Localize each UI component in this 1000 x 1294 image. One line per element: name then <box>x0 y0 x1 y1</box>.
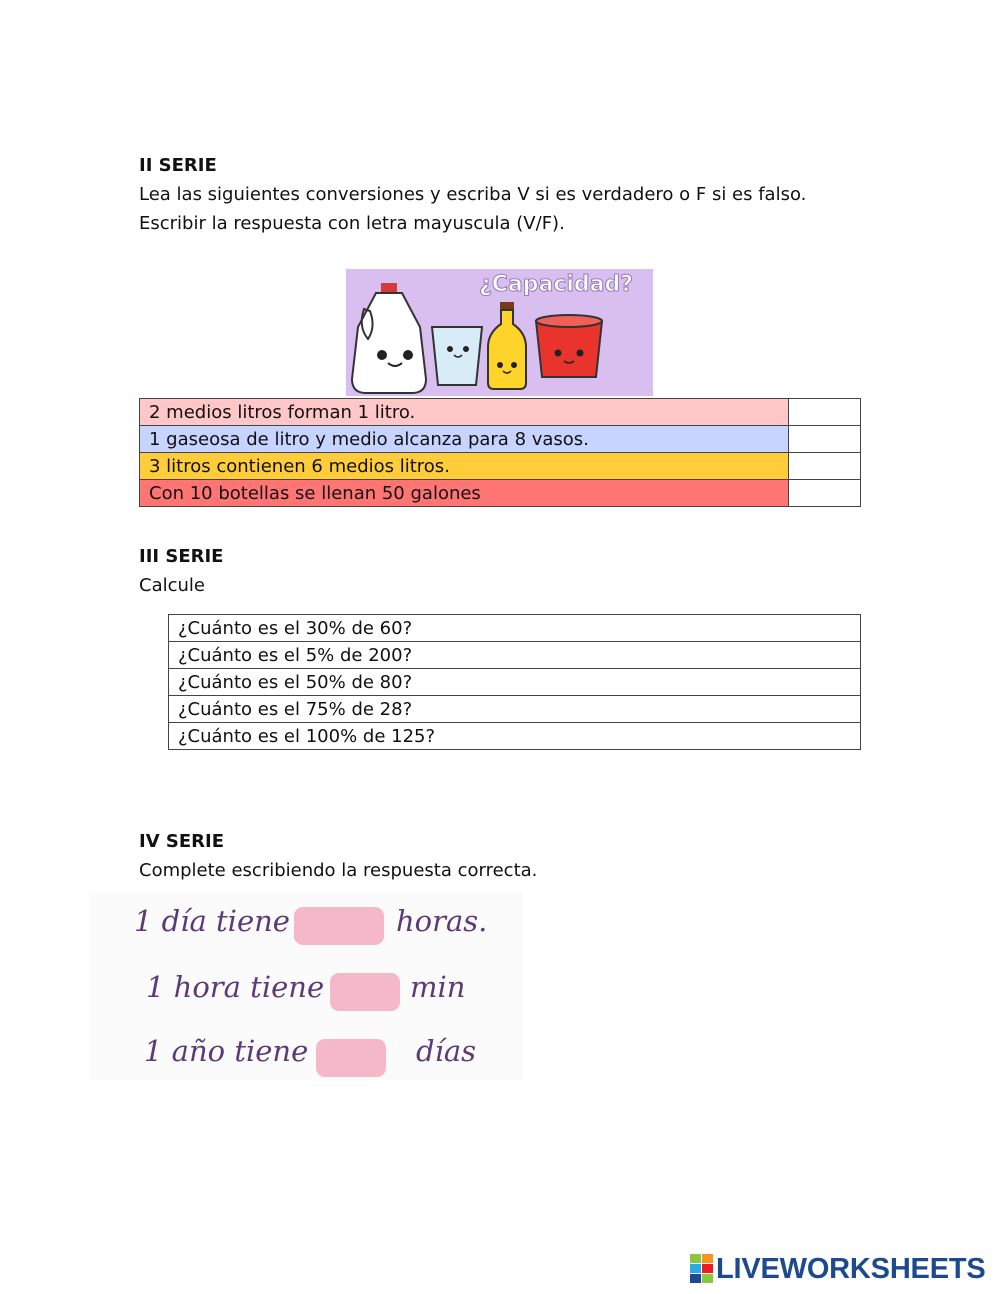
answer-cell[interactable] <box>789 426 861 453</box>
table-row <box>140 426 861 453</box>
answer-cell[interactable] <box>789 480 861 507</box>
serie3-instruction: Calcule <box>139 575 205 596</box>
serie4-title: IV SERIE <box>139 831 225 852</box>
statement-text: 2 medios litros forman 1 litro. <box>149 401 416 423</box>
item-before-text: 1 año tiene <box>144 1034 309 1068</box>
calculation-table <box>168 614 861 750</box>
logo-blocks-icon <box>690 1254 714 1284</box>
question-cell[interactable]: ¿Cuánto es el 5% de 200? <box>169 642 861 669</box>
answer-cell[interactable] <box>789 399 861 426</box>
table-row <box>140 399 861 426</box>
item-before-text: 1 día tiene <box>134 904 290 938</box>
question-cell[interactable]: ¿Cuánto es el 100% de 125? <box>169 723 861 750</box>
answer-box[interactable] <box>316 1039 386 1077</box>
serie2-instruction-1: Lea las siguientes conversiones y escriba V si es verdadero o F si es falso. <box>139 184 807 205</box>
table-row <box>169 642 861 669</box>
table-row <box>169 723 861 750</box>
item-before-text: 1 hora tiene <box>146 970 325 1004</box>
time-fill-in-image <box>90 893 522 1081</box>
capacity-illustration <box>346 269 653 396</box>
question-cell[interactable]: ¿Cuánto es el 75% de 28? <box>169 696 861 723</box>
statement-cell <box>140 480 789 507</box>
answer-cell[interactable] <box>789 453 861 480</box>
table-row <box>169 696 861 723</box>
true-false-table <box>139 398 861 507</box>
serie2-title: II SERIE <box>139 155 217 176</box>
answer-box[interactable] <box>330 973 400 1011</box>
item-after-text: días <box>416 1034 477 1068</box>
serie3-title: III SERIE <box>139 546 224 567</box>
answer-box[interactable] <box>294 907 384 945</box>
table-row <box>140 480 861 507</box>
table-row <box>140 453 861 480</box>
statement-cell <box>140 399 789 426</box>
statement-text: Con 10 botellas se llenan 50 galones <box>149 482 481 504</box>
statement-cell <box>140 453 789 480</box>
logo-text: LIVEWORKSHEETS <box>716 1253 986 1285</box>
serie2-instruction-2: Escribir la respuesta con letra mayuscula (V/F). <box>139 213 565 234</box>
item-after-text: min <box>410 970 466 1004</box>
table-row <box>169 669 861 696</box>
glass-icon <box>432 327 482 385</box>
question-cell[interactable]: ¿Cuánto es el 50% de 80? <box>169 669 861 696</box>
capacity-title: ¿Capacidad? <box>478 272 634 297</box>
statement-text: 1 gaseosa de litro y medio alcanza para 8 vasos. <box>149 428 589 450</box>
table-row <box>169 615 861 642</box>
statement-cell <box>140 426 789 453</box>
serie4-instruction: Complete escribiendo la respuesta correcta. <box>139 860 538 881</box>
bucket-icon <box>536 315 602 377</box>
statement-text: 3 litros contienen 6 medios litros. <box>149 455 450 477</box>
question-cell[interactable]: ¿Cuánto es el 30% de 60? <box>169 615 861 642</box>
item-after-text: horas. <box>396 904 488 938</box>
